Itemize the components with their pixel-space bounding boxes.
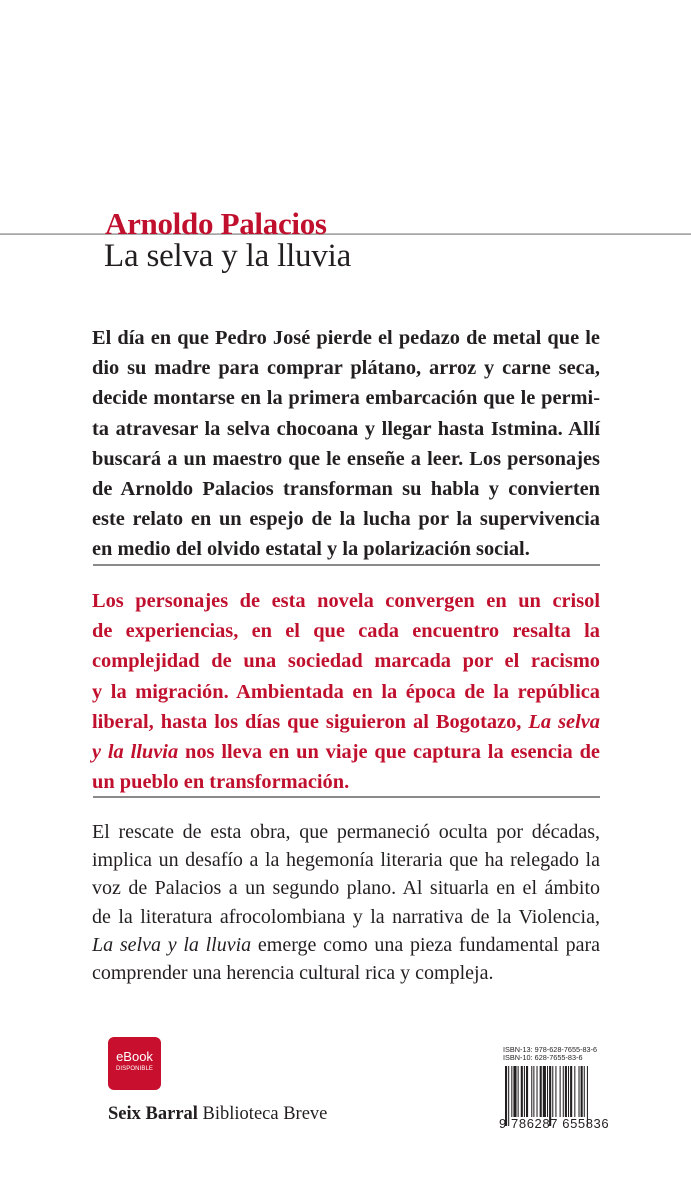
barcode-bar xyxy=(526,1066,528,1117)
barcode-bar xyxy=(518,1066,519,1117)
barcode-bar xyxy=(560,1066,561,1117)
divider xyxy=(93,796,600,798)
text-line: en medio del olvido estatal y la polarización social. xyxy=(92,538,530,561)
text-line xyxy=(92,707,600,737)
text-line: un pueblo en transformación. xyxy=(92,771,350,794)
text-span: nos lleva en un viaje que captura la esencia de xyxy=(178,741,600,764)
italic-title: La selva xyxy=(528,710,600,733)
text-line xyxy=(92,737,600,767)
isbn-13: ISBN-13: 978-628-7655-83-6 xyxy=(503,1045,598,1054)
barcode-bar xyxy=(570,1066,572,1117)
text-span: emerge como una pieza fundamental para xyxy=(251,933,601,956)
text-line: y la migración. Ambientada en la época de la república xyxy=(92,680,600,703)
collection-name: Biblioteca Breve xyxy=(202,1104,328,1124)
text-line: complejidad de una sociedad marcada por el racismo xyxy=(92,650,600,673)
barcode-bar xyxy=(521,1066,523,1117)
italic-title: La selva y la lluvia xyxy=(92,933,252,956)
synopsis-paragraph xyxy=(92,323,600,565)
barcode-bar xyxy=(555,1066,556,1117)
context-paragraph xyxy=(92,818,600,987)
barcode-bar xyxy=(524,1066,525,1117)
isbn-10: ISBN-10: 628-7655-83-6 xyxy=(503,1053,583,1062)
publisher-name: Seix Barral xyxy=(108,1104,198,1124)
text-line: decide montarse en la primera embarcación que le permi- xyxy=(92,387,600,410)
text-line: de Arnoldo Palacios transforman su habla y convierten xyxy=(92,478,600,501)
barcode-bar xyxy=(543,1066,546,1117)
text-line: implica un desafío a la hegemonía literaria que ha relegado la xyxy=(92,849,600,872)
barcode-bar xyxy=(574,1066,575,1117)
italic-title: y la lluvia xyxy=(92,741,179,764)
barcode-bar xyxy=(547,1066,548,1117)
text-line xyxy=(92,931,600,959)
barcode-bar xyxy=(552,1066,553,1117)
book-title: La selva y la lluvia xyxy=(104,238,352,274)
barcode-digits: 9 786287 655836 xyxy=(499,1116,610,1131)
ebook-label: eBook xyxy=(116,1049,153,1064)
barcode-bar xyxy=(540,1066,542,1117)
barcode-bar xyxy=(531,1066,532,1117)
text-line: El rescate de esta obra, que permaneció oculta por décadas, xyxy=(92,821,600,843)
text-span: liberal, hasta los días que siguieron al Bogotazo, xyxy=(92,710,529,733)
highlight-paragraph xyxy=(92,586,600,797)
barcode-bar xyxy=(563,1066,564,1117)
text-line: El día en que Pedro José pierde el pedazo de metal que le xyxy=(92,327,600,349)
barcode-bar xyxy=(568,1066,569,1117)
barcode-bar xyxy=(565,1066,567,1117)
barcode-bar xyxy=(537,1066,538,1117)
isbn-block xyxy=(503,1046,618,1062)
barcode-bar xyxy=(581,1066,583,1117)
text-line: Los personajes de esta novela convergen en un crisol xyxy=(92,590,600,612)
text-line: de la literatura afrocolombiana y la narrativa de la Violencia, xyxy=(92,905,600,928)
ebook-badge xyxy=(108,1037,161,1090)
text-line: comprender una herencia cultural rica y compleja. xyxy=(92,962,494,985)
text-line: buscará a un maestro que le enseñe a leer. Los personajes xyxy=(92,447,600,470)
text-line: ta atravesar la selva chocoana y llegar hasta Istmina. Allí xyxy=(92,417,600,440)
text-line: este relato en un espejo de la lucha por la supervivencia xyxy=(92,508,600,531)
divider xyxy=(93,564,600,566)
text-line: dio su madre para comprar plátano, arroz y carne seca, xyxy=(92,357,600,380)
author-name: Arnoldo Palacios xyxy=(105,206,327,241)
barcode-bar xyxy=(533,1066,534,1117)
text-line: voz de Palacios a un segundo plano. Al situarla en el ámbito xyxy=(92,877,600,900)
ebook-sublabel: DISPONIBLE xyxy=(115,1066,153,1072)
top-horizontal-rule xyxy=(0,233,691,235)
barcode-bar xyxy=(579,1066,580,1117)
barcode-bar xyxy=(511,1066,512,1117)
barcode-bar xyxy=(513,1066,516,1117)
text-line: de experiencias, en el que cada encuentro resalta la xyxy=(92,620,600,643)
publisher-imprint xyxy=(108,1104,327,1125)
barcode-bar xyxy=(584,1066,585,1117)
